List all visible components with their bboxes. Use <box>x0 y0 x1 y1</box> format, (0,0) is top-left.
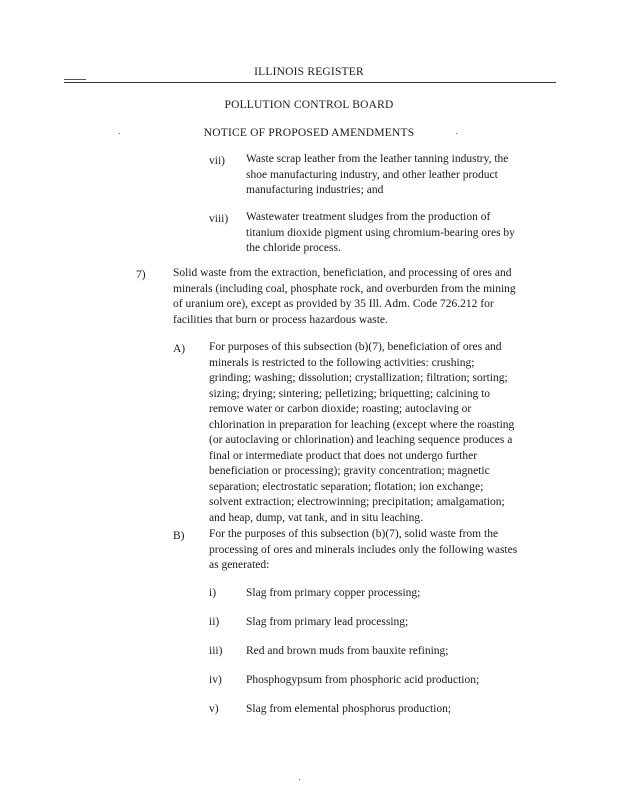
header-rule <box>64 82 556 83</box>
text-line: Solid waste from the extraction, beneficiation, and processing of ores and <box>173 267 512 279</box>
item-vii-text <box>246 152 508 199</box>
text-line: titanium dioxide pigment using chromium-bearing ores by <box>246 226 515 239</box>
text-line: grinding; washing; dissolution; crystallization; filtration; sorting; <box>209 372 508 384</box>
item-iv-text: Phosphogypsum from phosphoric acid production; <box>246 674 480 686</box>
text-line: final or intermediate product that does not undergo further <box>209 449 478 462</box>
item-ii-label: ii) <box>209 616 220 628</box>
text-line: minerals (including coal, phosphate rock, and overburden from the mining <box>173 282 516 295</box>
scan-artifact-dot <box>299 779 300 780</box>
item-i-label: i) <box>209 587 217 599</box>
text-line: manufacturing industries; and <box>246 184 384 196</box>
text-line: solvent extraction; electrowinning; precipitation; amalgamation; <box>209 496 505 508</box>
item-viii-label: viii) <box>209 213 229 225</box>
subsection-a-label: A) <box>173 343 186 355</box>
item-v-text: Slag from elemental phosphorus production; <box>246 703 452 715</box>
text-line: sizing; drying; sintering; pelletizing; briquetting; calcining to <box>209 387 491 400</box>
text-line: shoe manufacturing industry, and other leather product <box>246 168 498 181</box>
text-line: For purposes of this subsection (b)(7), beneficiation of ores and <box>209 341 502 353</box>
notice-title: NOTICE OF PROPOSED AMENDMENTS <box>203 127 415 139</box>
text-line: processing of ores and minerals includes only the following wastes <box>209 543 518 556</box>
text-line: beneficiation or processing); gravity concentration; magnetic <box>209 465 490 477</box>
paragraph-7-label: 7) <box>136 269 146 281</box>
text-line: (or autoclaving or chlorination) and leaching sequence produces a <box>209 434 513 446</box>
text-line: separation; electrostatic separation; flotation; ion exchange; <box>209 480 484 493</box>
text-line: of uranium ore), except as provided by 35 Ill. Adm. Code 726.212 for <box>173 298 494 310</box>
item-vii-label: vii) <box>209 155 225 167</box>
text-line: and heap, dump, vat tank, and in situ leaching. <box>209 511 423 524</box>
text-line: Wastewater treatment sludges from the production of <box>246 211 491 223</box>
scan-artifact-mark <box>64 79 86 80</box>
item-i-text: Slag from primary copper processing; <box>246 587 421 599</box>
item-viii-text <box>246 210 515 257</box>
item-iii-label: iii) <box>209 645 223 657</box>
text-line: remove water or carbon dioxide; roasting; autoclaving or <box>209 403 472 415</box>
text-line: chlorination in preparation for leaching (except where the roasting <box>209 418 515 431</box>
subsection-b-label: B) <box>173 530 185 542</box>
text-line: minerals is restricted to the following activities: crushing; <box>209 356 475 369</box>
text-line: the chloride process. <box>246 242 341 254</box>
text-line: facilities that burn or process hazardous waste. <box>173 313 388 326</box>
item-iv-label: iv) <box>209 674 222 686</box>
item-iii-text: Red and brown muds from bauxite refining; <box>246 645 449 657</box>
subsection-b-text <box>209 527 517 574</box>
text-line: as generated: <box>209 559 270 571</box>
register-title: ILLINOIS REGISTER <box>254 66 364 78</box>
text-line: For the purposes of this subsection (b)(7), solid waste from the <box>209 528 499 540</box>
paragraph-7-text <box>173 266 516 328</box>
item-ii-text: Slag from primary lead processing; <box>246 616 409 628</box>
board-title: POLLUTION CONTROL BOARD <box>224 99 394 111</box>
text-line: Waste scrap leather from the leather tanning industry, the <box>246 153 509 165</box>
item-v-label: v) <box>209 703 219 715</box>
subsection-a-text <box>209 340 514 526</box>
